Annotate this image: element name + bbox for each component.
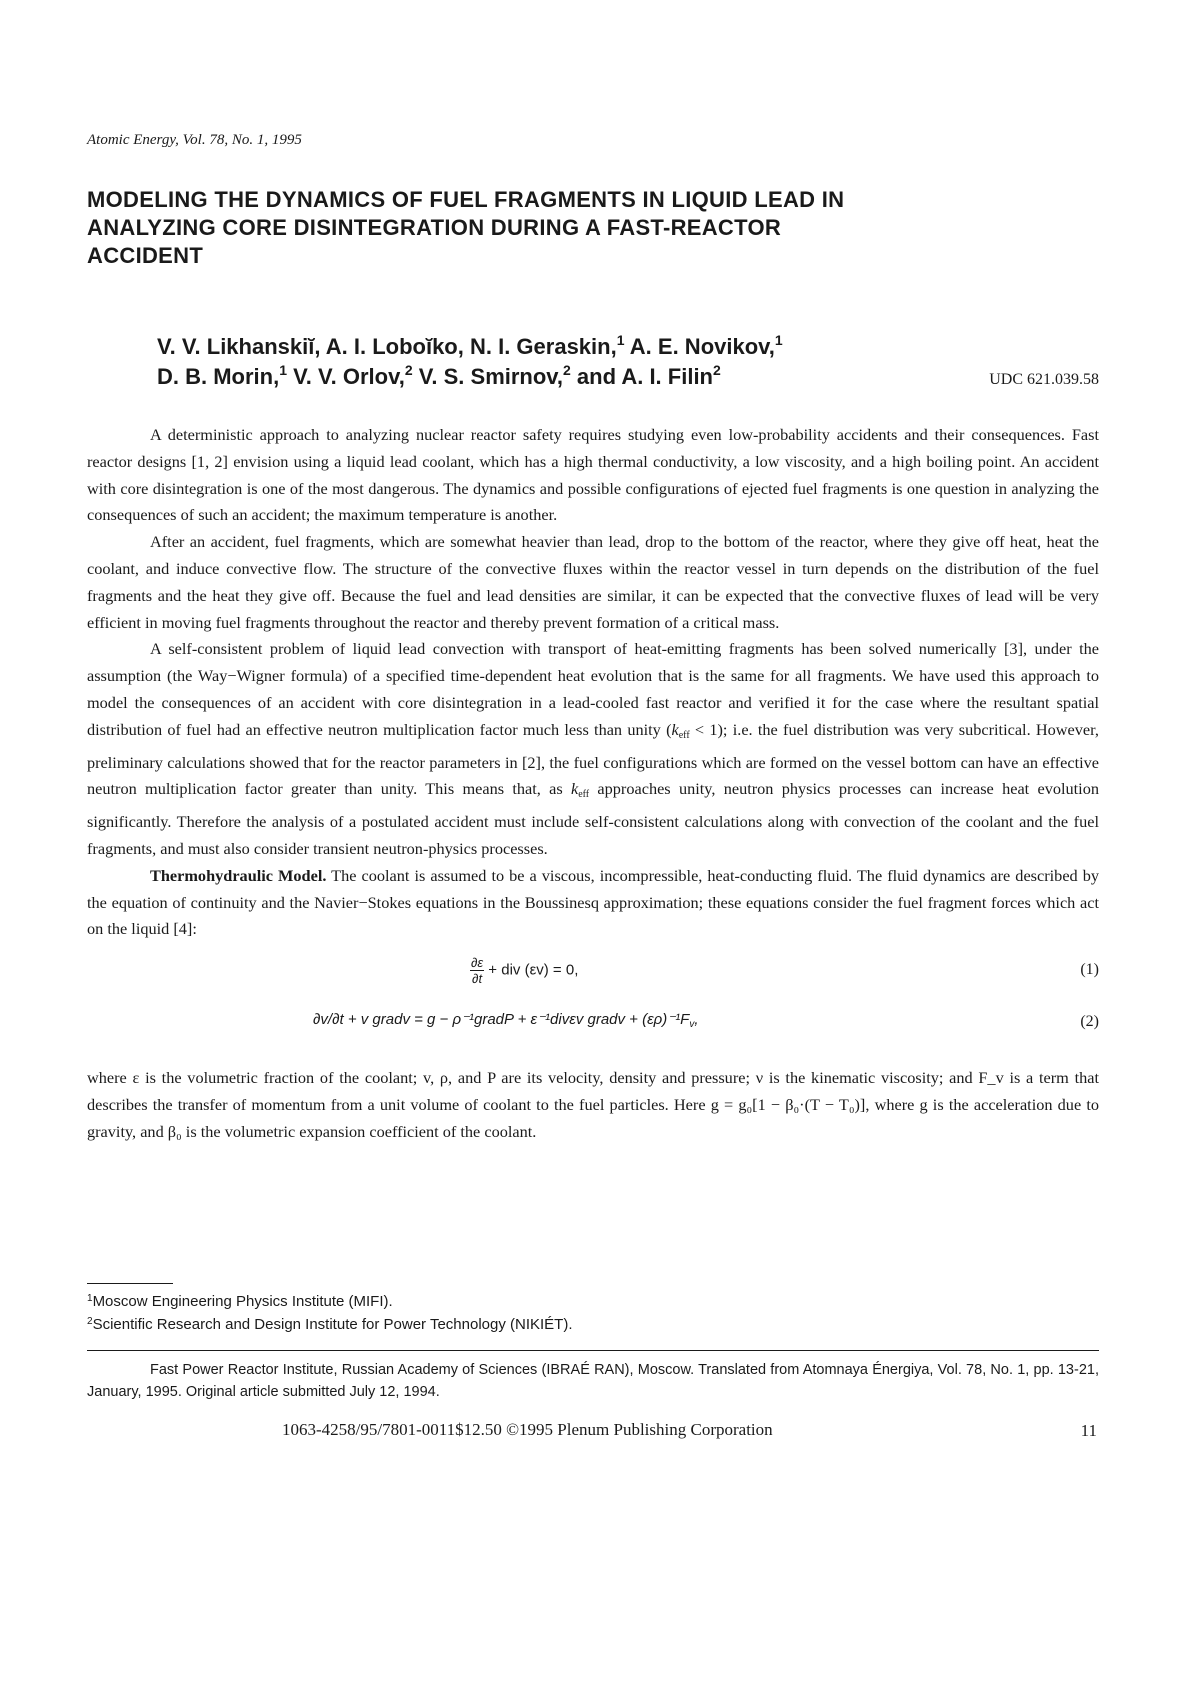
page-number: 11 xyxy=(1080,1421,1097,1440)
affiliation-mark: 2 xyxy=(404,362,413,378)
k-eff-symbol: k xyxy=(570,779,579,799)
affiliation-mark: 1 xyxy=(616,332,625,348)
text-run: The coolant is assumed to be a viscous, incompressible, heat-conducting fluid. The fluid dynamics are described by the equation of continuity and the Navier−Stokes equations in the Boussinesq approximation; these equations consider the fuel fragment forces which act on the liquid [4]: xyxy=(87,865,1099,939)
author-text: and A. I. Filin xyxy=(570,364,713,389)
equation-number: (1) xyxy=(1080,961,1099,979)
k-eff-subscript: eff xyxy=(578,789,590,801)
translation-note: Fast Power Reactor Institute, Russian Academy of Sciences (IBRAÉ RAN), Moscow. Translated from Atomnaya Énergiya, Vol. 78, No. 1, pp. 13-21, January, 1995. Original article submitted July 12, 1994. xyxy=(87,1362,1099,1400)
equation-text: ∂v/∂t + v gradv = g − ρ⁻¹gradP + ε⁻¹divεv gradv + (ερ)⁻¹F xyxy=(313,1011,690,1029)
author-text: V. V. Likhanskiĭ, A. I. Loboĭko, N. I. Geraskin, xyxy=(157,334,617,359)
k-eff-symbol: k xyxy=(671,719,679,739)
footnote-2: $^2$Scientific Research and Design Institute for Power Technology (NIKIÉT). xyxy=(87,1316,573,1333)
journal-citation: Atomic Energy, Vol. 78, No. 1, 1995 xyxy=(87,132,302,148)
author-line-1 xyxy=(157,332,917,362)
bottom-divider xyxy=(87,1350,1099,1351)
text-run: < 1); i.e. the fuel distribution was very subcritical. However, preliminary calculations showed that for the reactor parameters in [2], the fuel configurations which are formed on the vessel bottom can have an effective neutron multiplication factor greater than unity. This means that, as xyxy=(87,719,1099,799)
equation-number: (2) xyxy=(1080,1013,1099,1031)
paragraph-fragments: After an accident, fuel fragments, which are somewhat heavier than lead, drop to the bottom of the reactor, where they give off heat, heat the coolant, and induce convective flow. The structure of the convective fluxes within the reactor vessel in turn depends on the distribution of the fuel fragments and the heat they give off. Because the fuel and lead densities are similar, it can be expected that the convective fluxes of lead will be very efficient in moving fuel fragments throughout the reactor and thereby prevent formation of a critical mass. xyxy=(87,532,1099,632)
paragraph-thermohydraulic xyxy=(87,863,1099,943)
author-text: V. V. Orlov, xyxy=(287,364,405,389)
equation-subscript: v xyxy=(689,1019,695,1031)
paragraph-intro: A deterministic approach to analyzing nuclear reactor safety requires studying even low-probability accidents and their consequences. Fast reactor designs [1, 2] envision using a liquid lead coolant, which has a high thermal conductivity, a low viscosity, and a high boiling point. An accident with core disintegration is one of the most dangerous. The dynamics and possible configurations of ejected fuel fragments is one question in analyzing the consequences of such an accident; the maximum temperature is another. xyxy=(87,425,1099,525)
affiliation-mark: 1 xyxy=(774,332,783,348)
affiliation-mark: 2 xyxy=(713,362,721,378)
partial-fraction: $\frac{\partial\varepsilon}{\partial t}$ xyxy=(471,955,484,987)
udc-code: UDC 621.039.58 xyxy=(989,371,1099,388)
paragraph-approach xyxy=(87,636,1099,862)
footnote-divider xyxy=(87,1283,173,1284)
paragraph-definitions: where ε is the volumetric fraction of the coolant; v, ρ, and P are its velocity, density and pressure; ν is the kinematic viscosity; and F_v is a term that describes the transfer of momentum from a unit volume of coolant to the fuel particles. Here g = g₀[1 − β₀·(T − T₀)], where g is the acceleration due to gravity, and β₀ is the volumetric expansion coefficient of the coolant. xyxy=(87,1068,1099,1141)
author-list xyxy=(157,332,917,392)
equation-2 xyxy=(87,999,1099,1043)
author-text: V. S. Smirnov, xyxy=(412,364,564,389)
text-run: A self-consistent problem of liquid lead convection with transport of heat-emitting fragments has been solved numerically [3], under the assumption (the Way−Wigner formula) of a specified time-dependent heat evolution that is the same for all fragments. We have used this approach to model the consequences of an accident with core disintegration in a lead-cooled fast reactor and verified it for the case where the resultant spatial distribution of fuel had an effective neutron multiplication factor much less than unity ( xyxy=(87,639,1099,739)
article-body xyxy=(87,422,1099,1146)
text-run: approaches unity, neutron physics processes can increase heat evolution significantly. Therefore the analysis of a postulated accident must include self-consistent calculations along with convection of the coolant and the fuel fragments, and must also consider transient neutron-physics processes. xyxy=(87,779,1099,858)
footnotes xyxy=(87,1290,573,1336)
copyright-line: 1063-4258/95/7801-0011$12.50 ©1995 Plenum Publishing Corporation xyxy=(282,1420,773,1439)
author-line-2 xyxy=(157,362,917,392)
article-title: MODELING THE DYNAMICS OF FUEL FRAGMENTS IN LIQUID LEAD IN ANALYZING CORE DISINTEGRATION DURING A FAST-REACTOR ACCIDENT xyxy=(87,187,845,268)
affiliation-mark: 2 xyxy=(563,362,571,378)
footnote-1: $^1$Moscow Engineering Physics Institute (MIFI). xyxy=(87,1293,393,1310)
equation-text: , xyxy=(694,1011,699,1029)
author-text: D. B. Morin, xyxy=(157,364,280,389)
equation-text: + div (εv) = 0, xyxy=(484,961,579,979)
k-eff-subscript: eff xyxy=(678,729,690,741)
affiliation-mark: 1 xyxy=(279,362,288,378)
author-text: A. E. Novikov, xyxy=(624,334,775,359)
equation-1 xyxy=(87,947,1099,991)
section-heading: Thermohydraulic Model. xyxy=(150,865,327,885)
